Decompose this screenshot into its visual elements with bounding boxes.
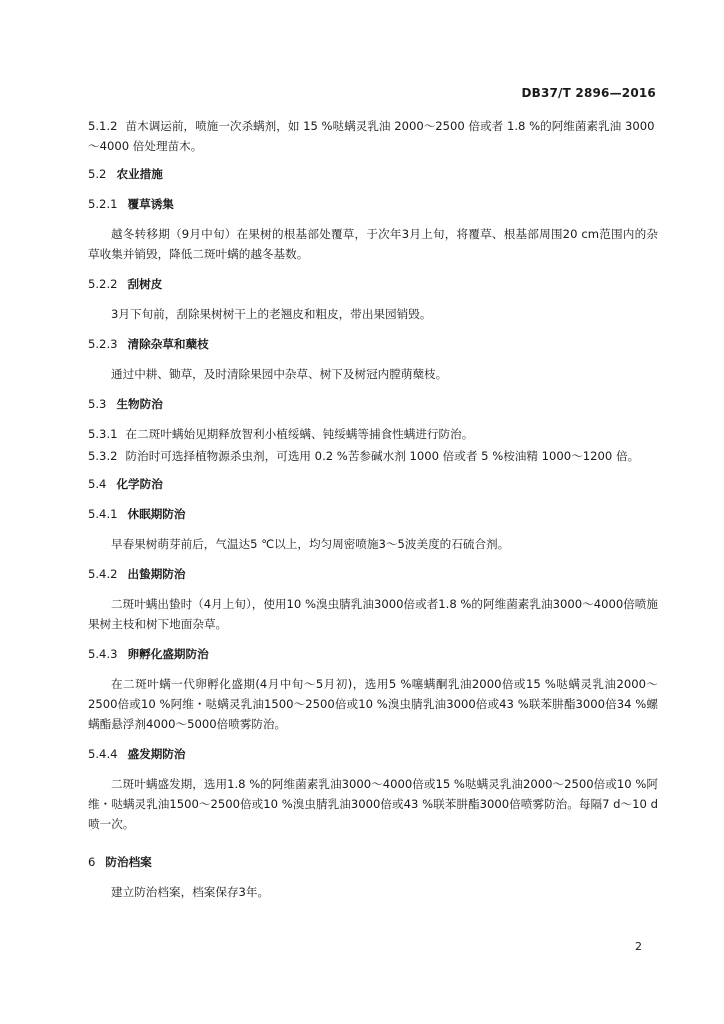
paragraph: 越冬转移期（9月中旬）在果树的根基部处覆草，于次年3月上旬，将覆草、根基部周围20 cm范围内的杂草收集并销毁，降低二斑叶螨的越冬基数。 <box>88 227 658 261</box>
section-title: 卵孵化盛期防治 <box>127 647 209 661</box>
clause-text: 苗木调运前，喷施一次杀螨剂，如 15 %哒螨灵乳油 2000～2500 倍或者 1.8 %的阿维菌素乳油 3000～4000 倍处理苗木。 <box>88 119 655 153</box>
page-number: 2 <box>635 940 642 953</box>
clause-5-3-2 <box>88 446 658 466</box>
section-heading-5-4-2 <box>88 564 658 584</box>
section-number: 5.4 <box>88 477 107 491</box>
section-title: 覆草诱集 <box>127 197 174 211</box>
section-heading-5-2-2 <box>88 274 658 294</box>
section-title: 休眠期防治 <box>127 507 186 521</box>
clause-number: 5.3.2 <box>88 449 118 463</box>
section-title: 防治档案 <box>105 855 152 869</box>
section-title: 出蛰期防治 <box>127 567 186 581</box>
section-heading-5-2 <box>88 164 658 184</box>
section-title: 清除杂草和蘖枝 <box>127 337 209 351</box>
section-number: 5.2.3 <box>88 337 118 351</box>
section-title: 刮树皮 <box>127 277 163 291</box>
clause-5-1-2 <box>88 116 658 156</box>
section-heading-6 <box>88 852 658 872</box>
section-number: 5.2 <box>88 167 107 181</box>
clause-number: 5.1.2 <box>88 119 118 133</box>
section-number: 5.4.1 <box>88 507 118 521</box>
section-title: 盛发期防治 <box>127 747 186 761</box>
document-body <box>88 116 658 912</box>
section-number: 5.2.1 <box>88 197 118 211</box>
paragraph: 早春果树萌芽前后，气温达5 ℃以上，均匀周密喷施3～5波美度的石硫合剂。 <box>111 537 510 551</box>
section-number: 5.4.4 <box>88 747 118 761</box>
section-heading-5-2-3 <box>88 334 658 354</box>
section-title: 生物防治 <box>116 397 163 411</box>
section-heading-5-3 <box>88 394 658 414</box>
paragraph: 二斑叶螨盛发期，选用1.8 %的阿维菌素乳油3000～4000倍或15 %哒螨灵乳油2000～2500倍或10 %阿维・哒螨灵乳油1500～2500倍或10 %溴虫腈乳油3000倍或43 %联苯肼酯3000倍喷雾防治。每隔7 d～10 d喷一次。 <box>88 777 658 831</box>
section-heading-5-4-3 <box>88 644 658 664</box>
clause-number: 5.3.1 <box>88 427 118 441</box>
section-heading-5-4 <box>88 474 658 494</box>
paragraph: 通过中耕、锄草，及时清除果园中杂草、树下及树冠内膛萌蘖枝。 <box>111 367 448 381</box>
document-code: DB37/T 2896—2016 <box>521 86 656 100</box>
section-heading-5-2-1 <box>88 194 658 214</box>
section-number: 5.2.2 <box>88 277 118 291</box>
section-number: 5.3 <box>88 397 107 411</box>
paragraph: 3月下旬前，刮除果树树干上的老翘皮和粗皮，带出果园销毁。 <box>111 307 432 321</box>
paragraph: 二斑叶螨出蛰时（4月上旬），使用10 %溴虫腈乳油3000倍或者1.8 %的阿维菌素乳油3000～4000倍喷施果树主枝和树下地面杂草。 <box>88 597 658 631</box>
section-title: 农业措施 <box>116 167 163 181</box>
clause-text: 在二斑叶螨始见期释放智利小植绥螨、钝绥螨等捕食性螨进行防治。 <box>125 427 474 441</box>
section-number: 5.4.2 <box>88 567 118 581</box>
section-heading-5-4-4 <box>88 744 658 764</box>
section-number: 6 <box>88 855 96 869</box>
paragraph: 建立防治档案，档案保存3年。 <box>111 885 270 899</box>
clause-5-3-1 <box>88 424 658 444</box>
section-heading-5-4-1 <box>88 504 658 524</box>
clause-text: 防治时可选择植物源杀虫剂，可选用 0.2 %苦参碱水剂 1000 倍或者 5 %桉油精 1000～1200 倍。 <box>125 449 640 463</box>
section-title: 化学防治 <box>116 477 163 491</box>
paragraph: 在二斑叶螨一代卵孵化盛期(4月中旬～5月初)，选用5 %噻螨酮乳油2000倍或15 %哒螨灵乳油2000～2500倍或10 %阿维・哒螨灵乳油1500～2500倍或10 %溴虫腈乳油3000倍或43 %联苯肼酯3000倍34 %螺螨酯悬浮剂4000～5000倍喷雾防治。 <box>88 677 658 731</box>
section-number: 5.4.3 <box>88 647 118 661</box>
